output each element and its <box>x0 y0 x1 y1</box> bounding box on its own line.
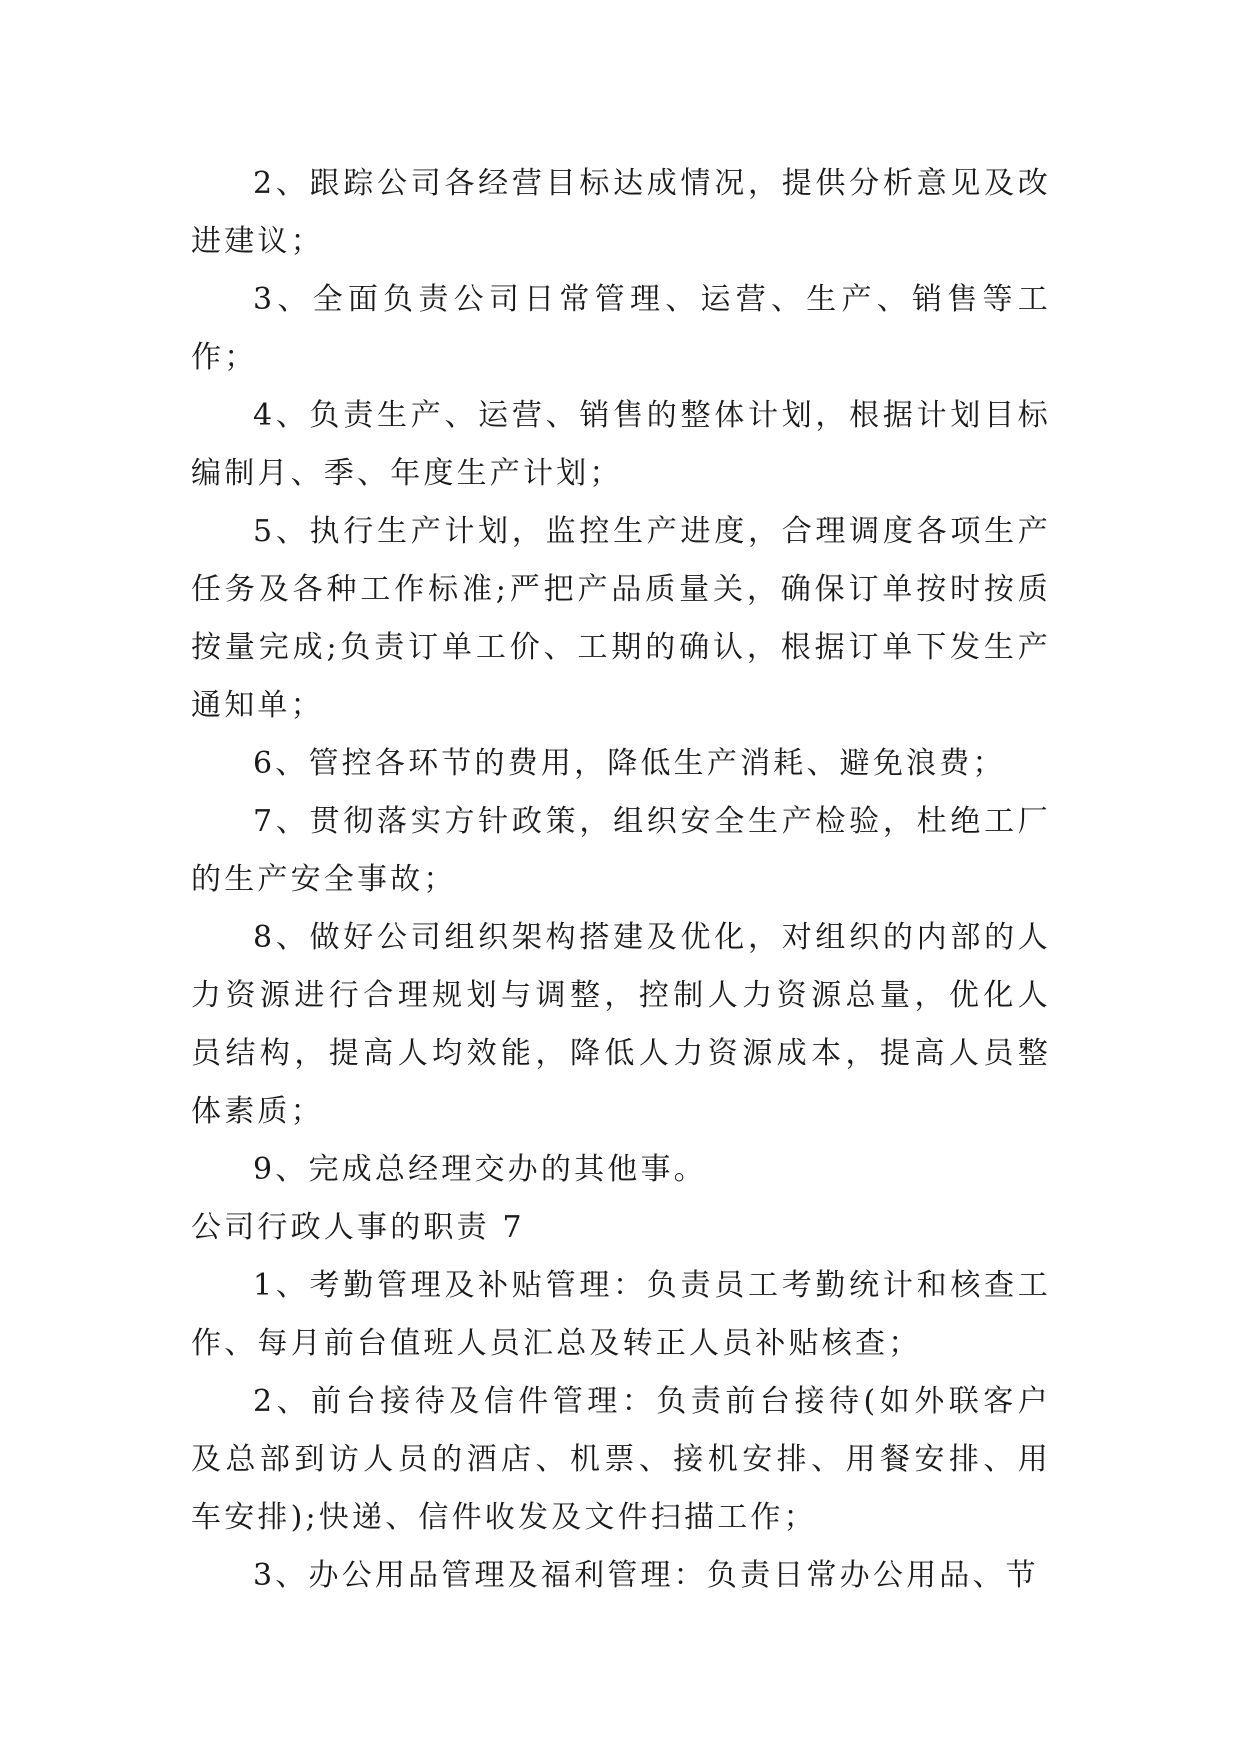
section-paragraph-3: 3、办公用品管理及福利管理：负责日常办公用品、节 <box>253 1558 1039 1593</box>
section-paragraph-2: 2、前台接待及信件管理：负责前台接待(如外联客户及总部到访人员的酒店、机票、接机安排、用餐安排、用车安排);快递、信件收发及文件扫描工作； <box>191 1384 1051 1535</box>
paragraph-2: 2、跟踪公司各经营目标达成情况，提供分析意见及改进建议； <box>191 166 1051 259</box>
document-body <box>191 155 1051 1605</box>
section-paragraph-1: 1、考勤管理及补贴管理：负责员工考勤统计和核查工作、每月前台值班人员汇总及转正人员补贴核查； <box>191 1268 1051 1361</box>
paragraph-7: 7、贯彻落实方针政策，组织安全生产检验，杜绝工厂的生产安全事故； <box>191 804 1051 897</box>
paragraph-5: 5、执行生产计划，监控生产进度，合理调度各项生产任务及各种工作标准;严把产品质量关，确保订单按时按质按量完成;负责订单工价、工期的确认，根据订单下发生产通知单； <box>191 514 1051 723</box>
paragraph-8: 8、做好公司组织架构搭建及优化，对组织的内部的人力资源进行合理规划与调整，控制人力资源总量，优化人员结构，提高人均效能，降低人力资源成本，提高人员整体素质； <box>191 920 1051 1129</box>
paragraph-4: 4、负责生产、运营、销售的整体计划，根据计划目标编制月、季、年度生产计划； <box>191 398 1051 491</box>
paragraph-6: 6、管控各环节的费用，降低生产消耗、避免浪费； <box>253 746 1006 781</box>
section-heading: 公司行政人事的职责 7 <box>191 1210 525 1245</box>
paragraph-9: 9、完成总经理交办的其他事。 <box>253 1152 707 1187</box>
paragraph-3: 3、全面负责公司日常管理、运营、生产、销售等工作； <box>191 282 1051 375</box>
